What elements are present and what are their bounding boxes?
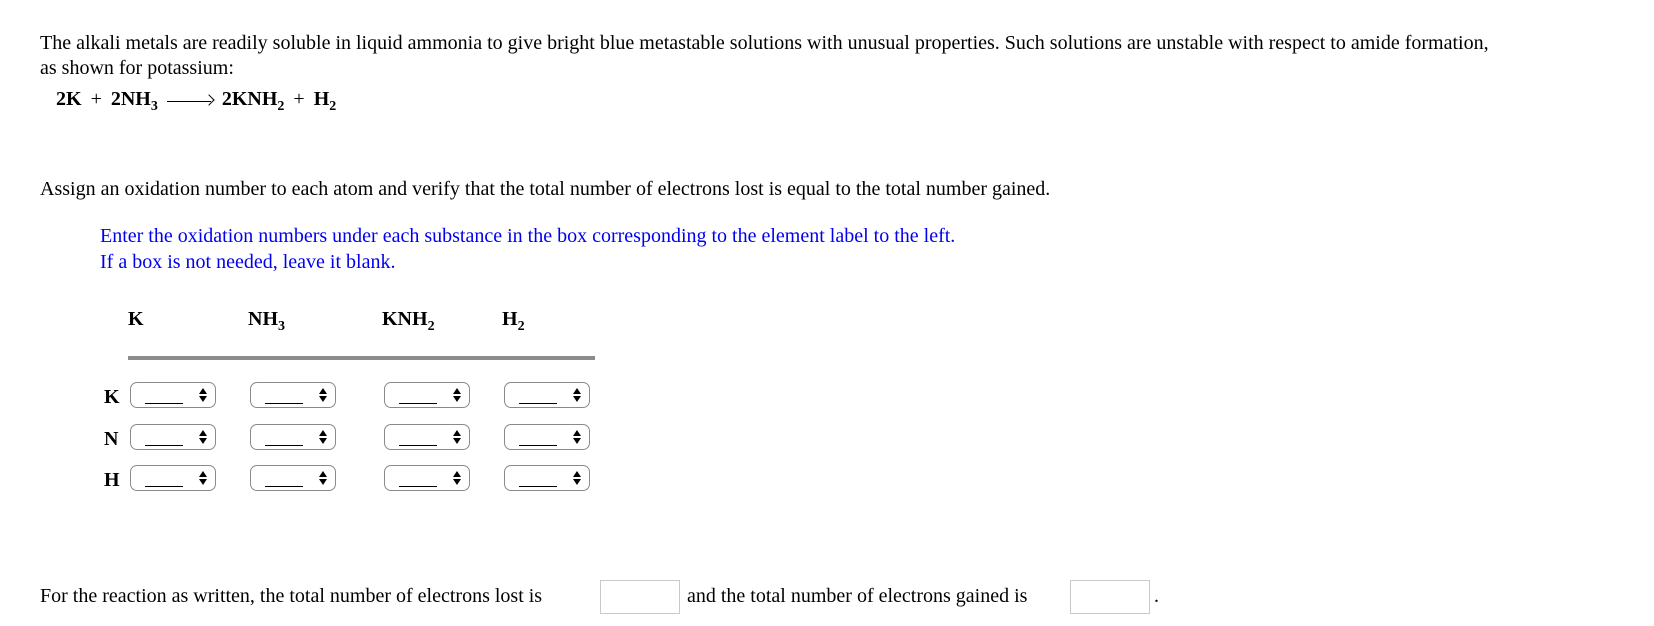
- reactant-k: 2K: [56, 88, 82, 110]
- plus-sign: +: [90, 88, 102, 110]
- column-header-k: K: [128, 308, 144, 330]
- header-divider: [128, 356, 595, 360]
- ox-select-k-in-knh2[interactable]: [384, 382, 470, 408]
- reactant-nh3: $2NH_3$: [110, 88, 158, 114]
- instructions-line-1: Enter the oxidation numbers under each substance in the box corresponding to the element label to the left.: [100, 225, 956, 247]
- electrons-lost-input[interactable]: [600, 580, 680, 614]
- instructions-line-2: If a box is not needed, leave it blank.: [100, 251, 396, 273]
- instructions: [100, 223, 955, 275]
- ox-select-k-in-h2[interactable]: [504, 382, 590, 408]
- ox-select-n-in-h2[interactable]: [504, 424, 590, 450]
- ox-select-k-in-k[interactable]: [130, 382, 216, 408]
- ox-select-n-in-k[interactable]: [130, 424, 216, 450]
- ox-select-h-in-k[interactable]: [130, 465, 216, 491]
- electrons-gained-label: and the total number of electrons gained is: [687, 585, 1028, 607]
- product-h2: $H_2$: [313, 88, 337, 114]
- reaction-equation: [56, 88, 336, 115]
- row-label-k: K: [104, 386, 120, 408]
- electrons-gained-input[interactable]: [1070, 580, 1150, 614]
- sentence-period: .: [1154, 585, 1159, 607]
- ox-select-h-in-nh3[interactable]: [250, 465, 336, 491]
- row-label-h: H: [104, 469, 120, 491]
- reaction-arrow-icon: [165, 90, 215, 110]
- ox-select-k-in-nh3[interactable]: [250, 382, 336, 408]
- electrons-lost-label: For the reaction as written, the total number of electrons lost is: [40, 585, 543, 607]
- ox-select-h-in-knh2[interactable]: [384, 465, 470, 491]
- column-header-nh3: $NH_3$: [248, 308, 285, 334]
- intro-paragraph: The alkali metals are readily soluble in liquid ammonia to give bright blue metastable solutions with unusual properties. Such solutions are unstable with respect to amide formation, as shown for potassium:: [40, 32, 1489, 79]
- row-label-n: N: [104, 428, 119, 450]
- column-header-knh2: $KNH_2$: [382, 308, 435, 334]
- question-text: Assign an oxidation number to each atom and verify that the total number of electrons lost is equal to the total number gained.: [40, 178, 1051, 200]
- plus-sign: +: [293, 88, 305, 110]
- product-knh2: $2KNH_2$: [221, 88, 285, 114]
- column-header-h2: $H_2$: [502, 308, 525, 334]
- ox-select-h-in-h2[interactable]: [504, 465, 590, 491]
- ox-select-n-in-knh2[interactable]: [384, 424, 470, 450]
- ox-select-n-in-nh3[interactable]: [250, 424, 336, 450]
